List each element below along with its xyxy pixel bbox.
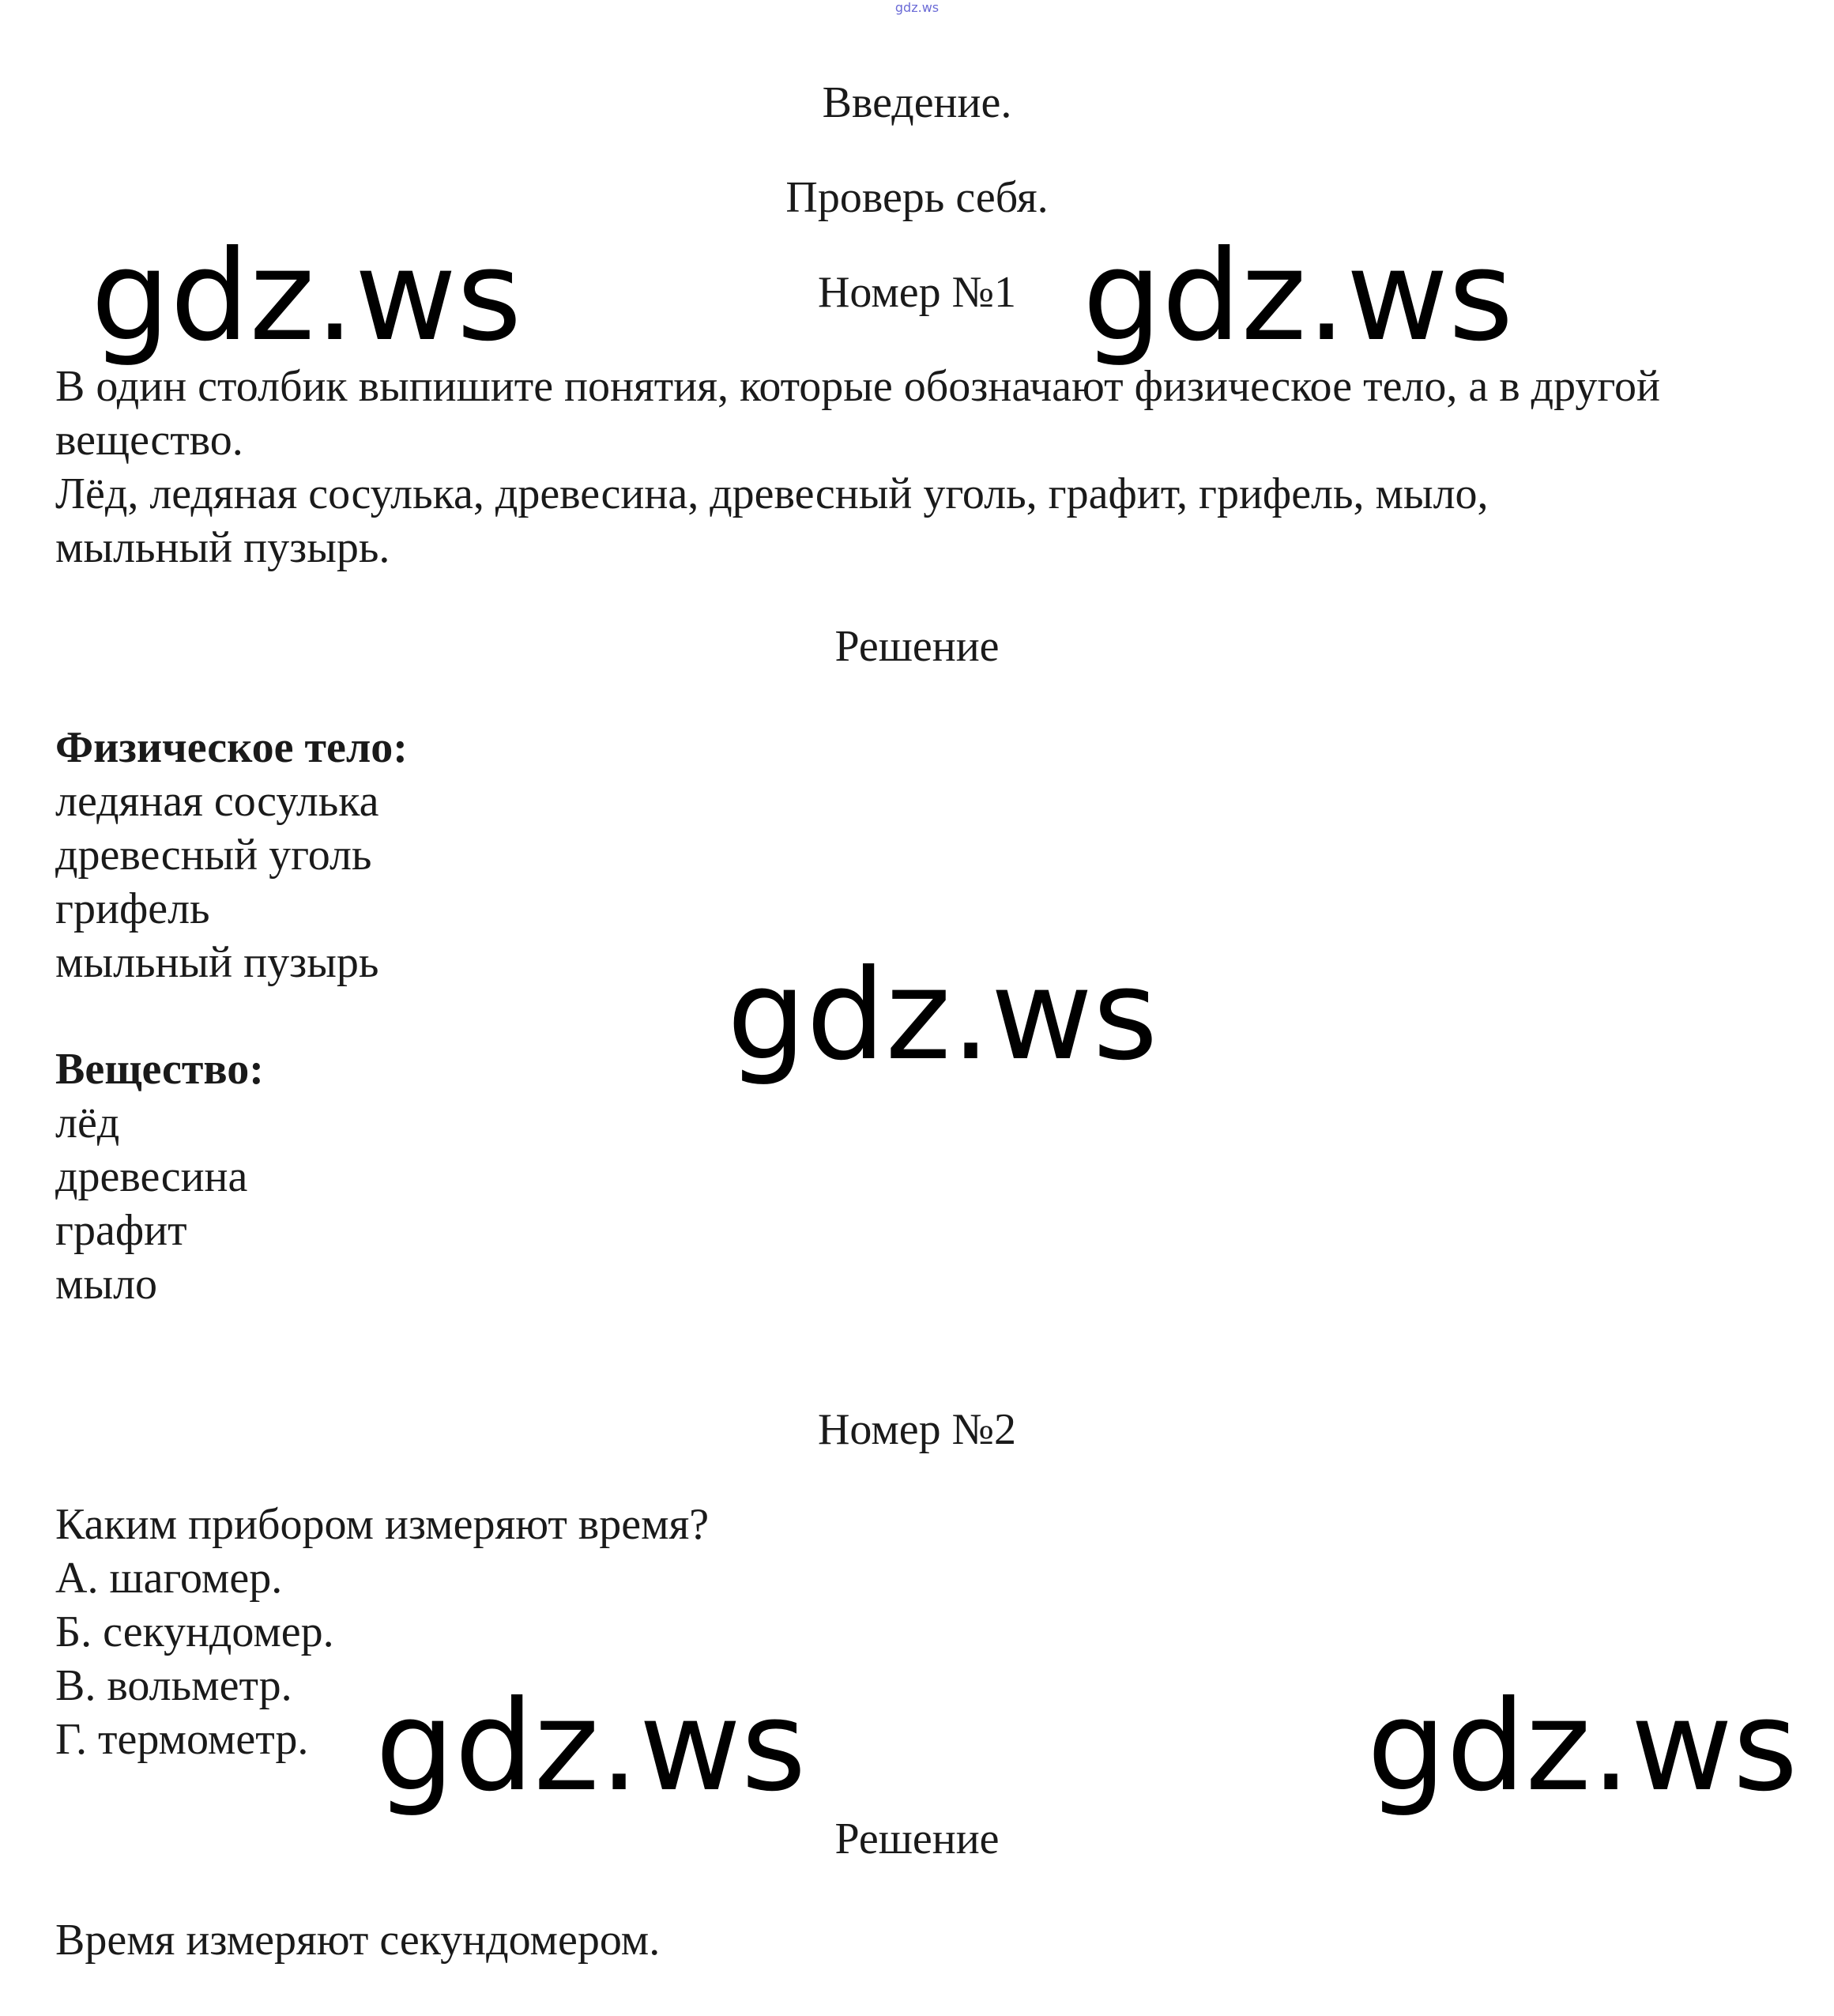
substance-item: мыло: [55, 1260, 158, 1309]
task2-question: Каким прибором измеряют время?: [55, 1500, 710, 1549]
task2-option: Г. термометр.: [55, 1715, 309, 1764]
physical-body-item: древесный уголь: [55, 831, 372, 880]
physical-body-item: мыльный пузырь: [55, 938, 379, 987]
task2-answer: Время измеряют секундомером.: [55, 1916, 661, 1965]
watermark-logo: gdz.ws: [727, 943, 1158, 1088]
watermark-logo: gdz.ws: [1367, 1674, 1798, 1819]
task2-solution-label: Решение: [834, 1814, 1000, 1863]
top-watermark: gdz.ws: [894, 0, 940, 15]
physical-body-heading: Физическое тело:: [55, 723, 408, 772]
task2-option: Б. секундомер.: [55, 1607, 334, 1656]
task2-option: А. шагомер.: [55, 1554, 283, 1603]
task1-number: Номер №1: [817, 268, 1017, 317]
watermark-logo: gdz.ws: [1083, 224, 1514, 369]
task2-option: В. вольметр.: [55, 1661, 292, 1710]
task1-question-line: вещество.: [55, 416, 243, 465]
physical-body-item: грифель: [55, 884, 210, 933]
chapter-title: Введение.: [822, 78, 1012, 127]
task1-question-line: В один столбик выпишите понятия, которые обозначают физическое тело, а в другой: [55, 362, 1660, 411]
substance-item: древесина: [55, 1152, 248, 1201]
task1-question-line: мыльный пузырь.: [55, 523, 390, 572]
substance-heading: Вещество:: [55, 1045, 264, 1094]
physical-body-item: ледяная сосулька: [55, 777, 379, 826]
substance-item: графит: [55, 1206, 187, 1255]
task1-solution-label: Решение: [834, 622, 1000, 671]
section-title: Проверь себя.: [785, 173, 1049, 222]
watermark-logo: gdz.ws: [91, 224, 522, 369]
task1-question-line: Лёд, ледяная сосулька, древесина, древесный уголь, графит, грифель, мыло,: [55, 469, 1489, 518]
task2-number: Номер №2: [817, 1405, 1017, 1454]
watermark-logo: gdz.ws: [375, 1674, 807, 1819]
substance-item: лёд: [55, 1098, 120, 1147]
